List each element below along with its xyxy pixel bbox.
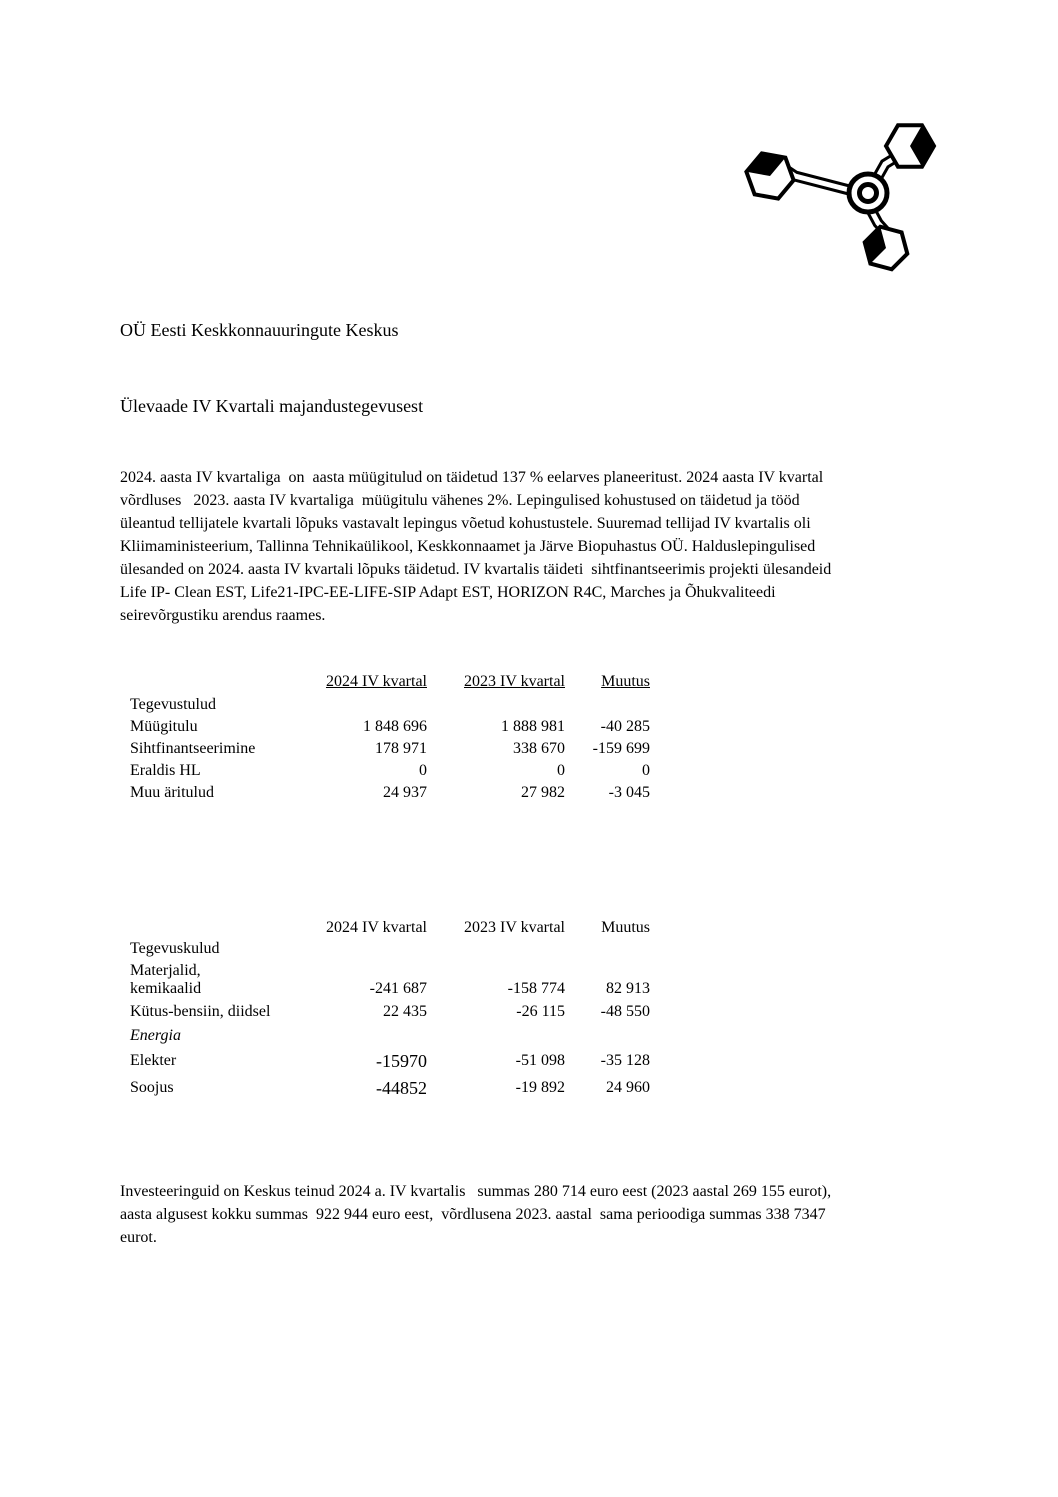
row-label: Soojus bbox=[130, 1079, 174, 1096]
table-row bbox=[130, 1001, 650, 1023]
row-label: Materjalid, bbox=[130, 962, 201, 979]
cell-2024: -44852 bbox=[376, 1078, 427, 1098]
molecule-logo-icon bbox=[730, 110, 960, 290]
table-header-2024: 2024 IV kvartal bbox=[325, 919, 427, 936]
cell-muutus bbox=[565, 694, 650, 716]
cell-2024 bbox=[317, 1025, 427, 1047]
paragraph-line: Investeeringuid on Keskus teinud 2024 a. IV kvartalis summas 280 714 euro eest (2023 aastal 269 155 eurot), bbox=[120, 1183, 832, 1200]
table-header-muutus: Muutus bbox=[601, 919, 650, 936]
cell-muutus: 0 bbox=[642, 762, 650, 779]
paragraph-line: ülesanded on 2024. aasta IV kvartali lõpuks täidetud. IV kvartalis täideti sihtfinantseerimis projekti ülesandeid bbox=[120, 561, 832, 578]
cell-2023: 338 670 bbox=[513, 740, 565, 757]
paragraph-line: Kliimaministeerium, Tallinna Tehnikaülikool, Keskkonnaamet ja Järve Biopuhastus OÜ. Halduslepingulised bbox=[120, 538, 816, 555]
cell-2024 bbox=[317, 694, 427, 716]
cell-muutus bbox=[565, 1025, 650, 1047]
row-label: Muu äritulud bbox=[130, 784, 214, 801]
cell-2023 bbox=[427, 1025, 565, 1047]
table-header-muutus: Muutus bbox=[601, 673, 650, 690]
cell-2024: -241 687 bbox=[369, 980, 427, 997]
table-header-2023: 2023 IV kvartal bbox=[463, 919, 565, 936]
cell-muutus: -159 699 bbox=[592, 740, 650, 757]
paragraph-line: eurot. bbox=[120, 1229, 157, 1246]
cell-2023: -158 774 bbox=[507, 980, 565, 997]
row-label: Eraldis HL bbox=[130, 762, 201, 779]
expense-table-header-row bbox=[130, 917, 650, 938]
paragraph-line: üleantud tellijatele kvartali lõpuks vastavalt lepingus võetud kohustustele. Suuremad tellijad IV kvartalis oli bbox=[120, 515, 811, 532]
cell-2024: 24 937 bbox=[383, 784, 427, 801]
cell-muutus: -3 045 bbox=[608, 784, 650, 801]
cell-2023 bbox=[427, 938, 565, 960]
row-label: Sihtfinantseerimine bbox=[130, 740, 256, 757]
cell-2023: 27 982 bbox=[521, 784, 565, 801]
table-row bbox=[130, 716, 650, 738]
cell-2024: -15970 bbox=[376, 1051, 427, 1071]
page-title: OÜ Eesti Keskkonnauuringute Keskus bbox=[120, 320, 399, 340]
closing-paragraph bbox=[120, 1180, 950, 1249]
paragraph-line: Life IP- Clean EST, Life21-IPC-EE-LIFE-SIP Adapt EST, HORIZON R4C, Marches ja Õhukvaliteedi bbox=[120, 584, 776, 601]
row-label: kemikaalid bbox=[130, 980, 202, 997]
table-row bbox=[130, 938, 650, 960]
table-header-spacer bbox=[130, 671, 317, 692]
cell-muutus bbox=[565, 938, 650, 960]
revenue-table bbox=[130, 671, 650, 804]
row-label: Energia bbox=[130, 1027, 181, 1044]
intro-paragraph bbox=[120, 466, 950, 627]
cell-2023: 1 888 981 bbox=[501, 718, 565, 735]
table-row bbox=[130, 1077, 650, 1099]
cell-muutus: -48 550 bbox=[600, 1003, 650, 1020]
row-label: Müügitulu bbox=[130, 718, 198, 735]
cell-muutus: -35 128 bbox=[600, 1052, 650, 1069]
cell-2024: 178 971 bbox=[375, 740, 427, 757]
paragraph-line: võrdluses 2023. aasta IV kvartaliga müügitulu vähenes 2%. Lepingulised kohustused on täidetud ja tööd bbox=[120, 492, 800, 509]
cell-2023 bbox=[427, 694, 565, 716]
table-row bbox=[130, 694, 650, 716]
row-label: Tegevuskulud bbox=[130, 940, 220, 957]
page-subtitle: Ülevaade IV Kvartali majandustegevusest bbox=[120, 396, 424, 416]
cell-muutus: 24 960 bbox=[606, 1079, 650, 1096]
paragraph-line: seirevõrgustiku arendus raames. bbox=[120, 607, 326, 624]
cell-2023: -19 892 bbox=[515, 1079, 565, 1096]
cell-muutus: 82 913 bbox=[606, 980, 650, 997]
table-header-2023: 2023 IV kvartal bbox=[463, 673, 565, 690]
table-header-2024: 2024 IV kvartal bbox=[325, 673, 427, 690]
cell-2024: 22 435 bbox=[383, 1003, 427, 1020]
cell-muutus: -40 285 bbox=[600, 718, 650, 735]
cell-2024: 0 bbox=[419, 762, 427, 779]
cell-2023: -26 115 bbox=[516, 1003, 565, 1020]
paragraph-line: 2024. aasta IV kvartaliga on aasta müügitulud on täidetud 137 % eelarves planeeritust. 2024 aasta IV kvartal bbox=[120, 469, 824, 486]
row-label: Tegevustulud bbox=[130, 696, 216, 713]
table-header-spacer bbox=[130, 917, 317, 938]
row-label: Elekter bbox=[130, 1052, 177, 1069]
table-row bbox=[130, 760, 650, 782]
cell-2024 bbox=[317, 938, 427, 960]
revenue-table-header-row bbox=[130, 671, 650, 692]
row-label: Kütus-bensiin, diidsel bbox=[130, 1003, 271, 1020]
table-row bbox=[130, 978, 650, 1000]
table-row bbox=[130, 782, 650, 804]
org-logo bbox=[730, 110, 960, 290]
cell-2023: 0 bbox=[557, 762, 565, 779]
cell-2024: 1 848 696 bbox=[363, 718, 427, 735]
table-row bbox=[130, 738, 650, 760]
table-row bbox=[130, 1025, 650, 1047]
cell-2023: -51 098 bbox=[515, 1052, 565, 1069]
paragraph-line: aasta algusest kokku summas 922 944 euro eest, võrdlusena 2023. aastal sama perioodiga summas 338 7347 bbox=[120, 1206, 826, 1223]
expense-table bbox=[130, 917, 650, 1099]
table-row bbox=[130, 1050, 650, 1072]
